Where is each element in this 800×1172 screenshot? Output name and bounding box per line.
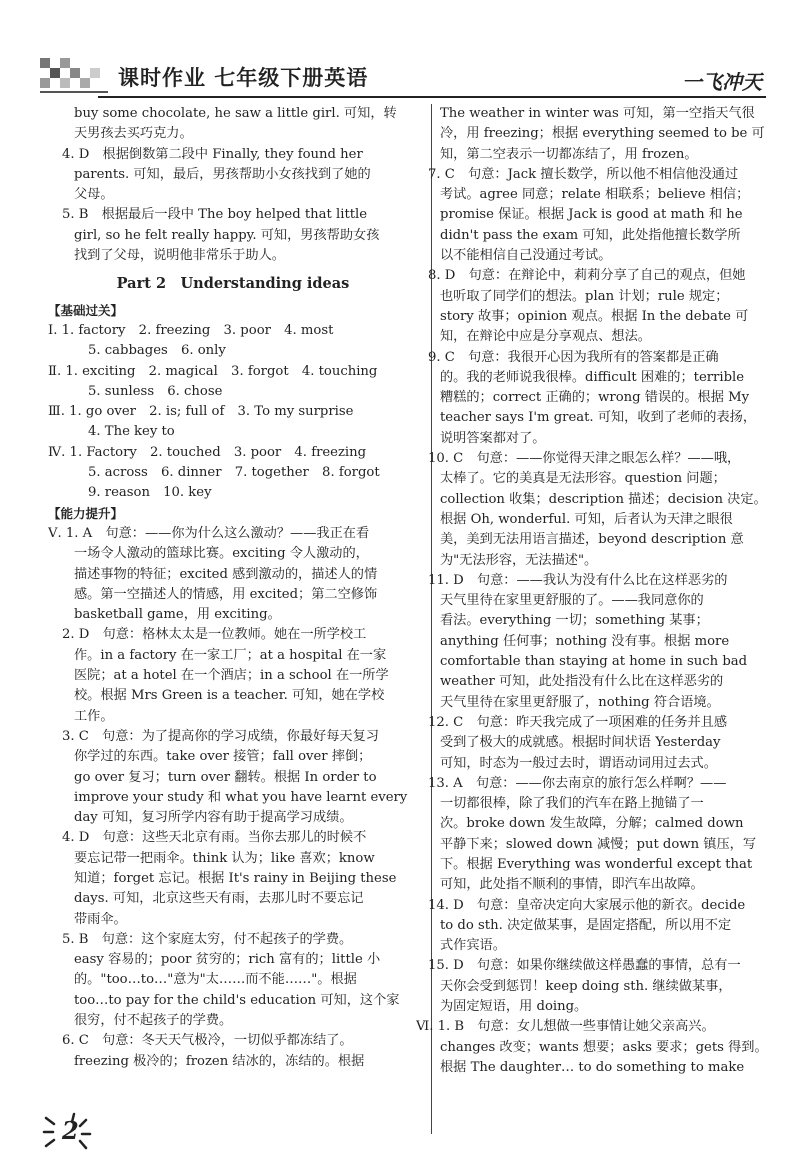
- text-line: easy 容易的；poor 贫穷的；rich 富有的；little 小: [74, 952, 381, 968]
- text-line: story 故事；opinion 观点。根据 In the debate 可: [440, 308, 749, 324]
- text-line: 12. C 句意：昨天我完成了一项困难的任务并且感: [428, 714, 728, 730]
- column-divider: [431, 104, 432, 1134]
- text-line: 考试。agree 同意；relate 相联系；believe 相信；: [440, 187, 750, 203]
- text-line: go over 复习；turn over 翻转。根据 In order to: [74, 769, 377, 785]
- text-line: 知，在辩论中应是分享观点、想法。: [440, 329, 651, 345]
- text-line: 13. A 句意：——你去南京的旅行怎么样啊？——: [428, 775, 727, 791]
- text-line: weather 可知，此处指没有什么比在这样恶劣的: [440, 674, 724, 690]
- text-line: freezing 极冷的；frozen 结冰的，冻结的。根据: [74, 1053, 365, 1069]
- text-line: 也听取了同学们的想法。plan 计划；rule 规定；: [440, 288, 729, 304]
- text-line: 天气里待在家里更舒服了，nothing 符合语境。: [440, 694, 720, 710]
- text-line: 你学过的东西。take over 接管；fall over 摔倒；: [74, 749, 372, 765]
- text-line: anything 任何事；nothing 没有事。根据 more: [440, 633, 730, 649]
- left-column: [48, 104, 418, 1072]
- checker-decoration-icon: [38, 56, 110, 94]
- text-line: 一切都很棒，除了我们的汽车在路上抛锚了一: [440, 796, 704, 812]
- text-line: 14. D 句意：皇帝决定向大家展示他的新衣。decide: [428, 897, 746, 913]
- text-line: Ⅱ. 1. exciting 2. magical 3. forgot 4. touching: [48, 363, 378, 379]
- text-line: 一场令人激动的篮球比赛。exciting 令人激动的，: [74, 546, 369, 562]
- text-line: 知道；forget 忘记。根据 It's rainy in Beijing these: [74, 870, 397, 886]
- text-line: comfortable than staying at home in such bad: [440, 654, 748, 670]
- text-line: 工作。: [74, 708, 114, 724]
- subsection-label: 【能力提升】: [48, 505, 124, 521]
- text-line: 糟糕的；correct 正确的；wrong 错误的。根据 My: [440, 390, 750, 406]
- section-heading: Part 2 Understanding ideas: [116, 275, 350, 293]
- text-line: 天气里待在家里更舒服的了。——我同意你的: [440, 593, 704, 609]
- text-line: 5. across 6. dinner 7. together 8. forgot: [88, 465, 380, 481]
- text-line: 6. C 句意：冬天天气极冷，一切似乎都冻结了。: [62, 1033, 353, 1049]
- text-line: The weather in winter was 可知，第一空指天气很: [440, 106, 755, 121]
- text-line: promise 保证。根据 Jack is good at math 和 he: [440, 207, 743, 223]
- text-line: 父母。: [74, 187, 114, 203]
- text-line: 天你会受到惩罚！keep doing sth. 继续做某事，: [440, 978, 732, 994]
- text-line: 天男孩去买巧克力。: [74, 126, 193, 142]
- text-line: 次。broke down 发生故障，分解；calmed down: [440, 816, 744, 832]
- text-line: collection 收集；description 描述；decision 决定。: [440, 491, 767, 507]
- text-line: 美，美到无法用语言描述，beyond description 意: [440, 532, 744, 548]
- subsection-label: 【基础过关】: [48, 302, 124, 318]
- text-line: 式作宾语。: [440, 938, 506, 954]
- text-line: didn't pass the exam 可知，此处指他擅长数学所: [440, 227, 741, 243]
- text-line: 可知，时态为一般过去时，谓语动词用过去式。: [440, 755, 717, 771]
- text-line: girl, so he felt really happy. 可知，男孩帮助女孩: [74, 227, 380, 243]
- text-line: parents. 可知，最后，男孩帮助小女孩找到了她的: [74, 166, 371, 182]
- text-line: 8. D 句意：在辩论中，莉莉分享了自己的观点，但她: [428, 268, 746, 284]
- text-line: Ⅴ. 1. A 句意：——你为什么这么激动？——我正在看: [48, 525, 370, 541]
- text-line: 冷，用 freezing；根据 everything seemed to be 可: [440, 126, 765, 142]
- text-line: 4. D 根据倒数第二段中 Finally, they found her: [62, 146, 363, 162]
- header-rule: [98, 96, 766, 98]
- page-number-badge: [40, 1110, 100, 1154]
- text-line: 说明答案都对了。: [440, 430, 546, 446]
- text-line: 11. D 句意：——我认为没有什么比在这样恶劣的: [428, 572, 728, 588]
- text-line: 的。我的老师说我很棒。difficult 困难的；terrible: [440, 369, 745, 385]
- right-column: [416, 104, 768, 1078]
- text-line: 受到了极大的成就感。根据时间状语 Yesterday: [440, 735, 721, 751]
- text-line: 5. sunless 6. chose: [88, 383, 223, 399]
- text-line: 4. The key to: [88, 424, 175, 440]
- text-line: 知，第二空表示一切都冻结了，用 frozen。: [440, 146, 698, 162]
- text-line: to do sth. 决定做某事，是固定搭配，所以用不定: [440, 917, 732, 933]
- text-line: 很穷，付不起孩子的学费。: [74, 1013, 233, 1029]
- text-line: 15. D 句意：如果你继续做这样愚蠢的事情，总有一: [428, 958, 741, 974]
- text-line: Ⅲ. 1. go over 2. is; full of 3. To my surprise: [48, 404, 354, 420]
- text-line: 5. B 句意：这个家庭太穷，付不起孩子的学费。: [62, 931, 353, 947]
- text-line: 7. C 句意：Jack 擅长数学，所以他不相信他没通过: [428, 166, 739, 182]
- text-line: 5. B 根据最后一段中 The boy helped that little: [62, 207, 368, 223]
- text-line: 可知，此处指不顺利的事情，即汽车出故障。: [440, 877, 704, 893]
- text-line: 要忘记带一把雨伞。think 认为；like 喜欢；know: [74, 850, 375, 866]
- text-line: 平静下来；slowed down 减慢；put down 镇压，写: [440, 836, 757, 852]
- text-line: Ⅵ. 1. B 句意：女儿想做一些事情让她父亲高兴。: [416, 1019, 715, 1035]
- brand-logo: 一飞冲天: [682, 70, 762, 94]
- text-line: 描述事物的特征；excited 感到激动的，描述人的情: [74, 566, 378, 582]
- text-line: 9. C 句意：我很开心因为我所有的答案都是正确: [428, 349, 719, 365]
- text-line: 作。in a factory 在一家工厂；at a hospital 在一家: [74, 647, 387, 663]
- text-line: teacher says I'm great. 可知，收到了老师的表扬，: [440, 410, 757, 426]
- text-line: 9. reason 10. key: [88, 485, 212, 501]
- text-line: 的。"too…to…"意为"太……而不能……"。根据: [74, 972, 357, 988]
- text-line: 找到了父母，说明他非常乐于助人。: [74, 248, 285, 264]
- page-number: 2: [62, 1116, 79, 1145]
- header-title: 课时作业 七年级下册英语: [118, 66, 369, 90]
- text-line: 为"无法形容，无法描述"。: [440, 552, 598, 568]
- text-line: buy some chocolate, he saw a little girl. 可知，转: [74, 106, 397, 121]
- text-line: 10. C 句意：——你觉得天津之眼怎么样？——哦，: [428, 451, 741, 467]
- text-line: 为固定短语，用 doing。: [440, 999, 588, 1015]
- text-line: too…to pay for the child's education 可知，这个家: [74, 992, 400, 1008]
- text-line: 看法。everything 一切；something 某事；: [440, 613, 709, 629]
- text-line: 2. D 句意：格林太太是一位教师。她在一所学校工: [62, 627, 367, 643]
- text-line: 3. C 句意：为了提高你的学习成绩，你最好每天复习: [62, 728, 379, 744]
- text-line: days. 可知，北京这些天有雨，去那儿时不要忘记: [74, 891, 364, 907]
- text-line: changes 改变；wants 想要；asks 要求；gets 得到。: [440, 1039, 768, 1055]
- text-line: 感。第一空描述人的情感，用 excited；第二空修饰: [74, 586, 378, 602]
- text-line: basketball game，用 exciting。: [74, 607, 281, 623]
- text-line: 根据 Oh, wonderful. 可知，后者认为天津之眼很: [440, 511, 733, 527]
- page-header: [38, 52, 766, 104]
- text-line: improve your study 和 what you have learnt every: [74, 789, 408, 805]
- text-line: 下。根据 Everything was wonderful except that: [440, 856, 753, 872]
- text-line: 5. cabbages 6. only: [88, 343, 226, 359]
- text-line: 太棒了。它的美真是无法形容。question 问题；: [440, 471, 726, 487]
- text-line: 带雨伞。: [74, 911, 127, 927]
- text-line: Ⅳ. 1. Factory 2. touched 3. poor 4. freezing: [48, 444, 367, 460]
- text-line: Ⅰ. 1. factory 2. freezing 3. poor 4. most: [48, 322, 334, 338]
- text-line: 根据 The daughter… to do something to make: [440, 1059, 745, 1075]
- text-line: day 可知，复习所学内容有助于提高学习成绩。: [74, 810, 353, 826]
- text-line: 医院；at a hotel 在一个酒店；in a school 在一所学: [74, 668, 389, 684]
- text-line: 校。根据 Mrs Green is a teacher. 可知，她在学校: [74, 688, 385, 704]
- text-line: 4. D 句意：这些天北京有雨。当你去那儿的时候不: [62, 830, 367, 846]
- text-line: 以不能相信自己没通过考试。: [440, 248, 612, 264]
